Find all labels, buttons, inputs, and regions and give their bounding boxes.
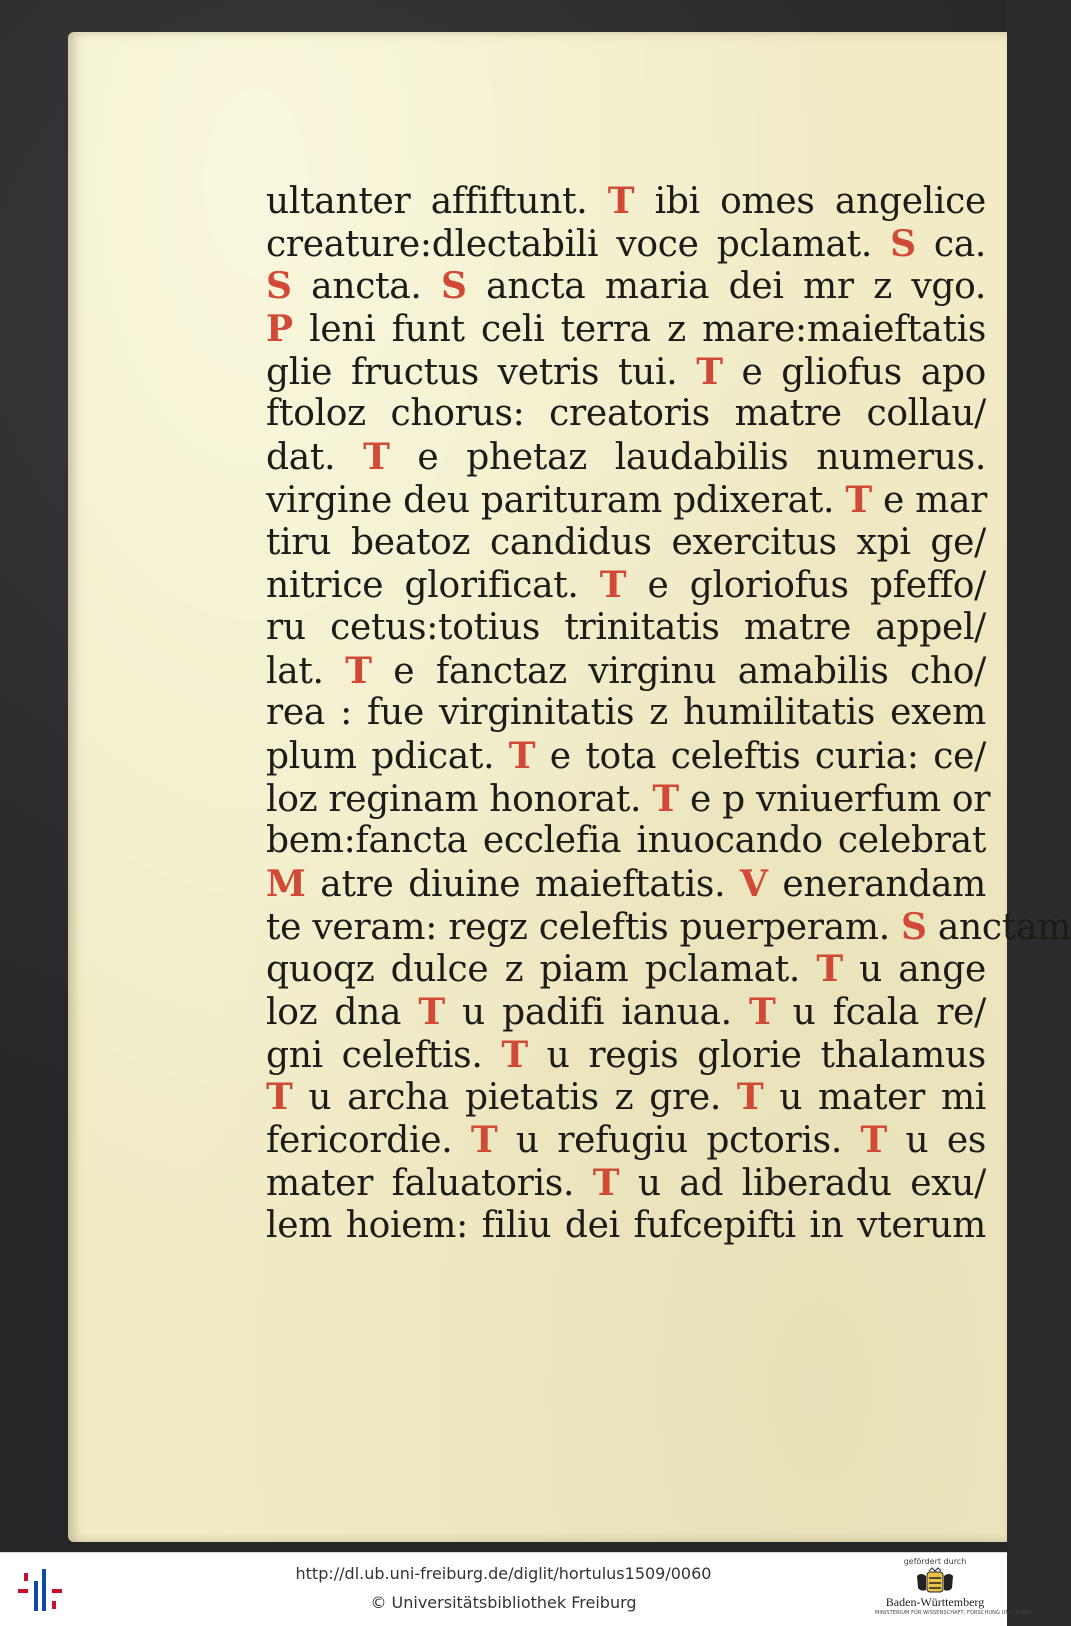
text-segment: u mater mi [763, 1077, 987, 1119]
text-segment: mater faluatoris. [266, 1162, 593, 1204]
text-segment: loz reginam honorat. [266, 778, 653, 820]
rubricated-initial: S [441, 265, 467, 308]
text-line [266, 1162, 986, 1205]
text-line [266, 991, 986, 1034]
text-segment: bem:fancta ecclefia inuocando celebrat [266, 820, 986, 862]
text-line [266, 692, 986, 735]
text-segment: glie fructus vetris tui. [266, 351, 697, 393]
text-segment: leni funt celi terra z mare:maieftatis [292, 309, 986, 351]
text-line [266, 1119, 986, 1162]
text-line [266, 1076, 986, 1119]
text-segment: e phetaz laudabilis numerus. [389, 437, 986, 479]
footer-copyright: © Universitätsbibliothek Freiburg [370, 1593, 637, 1612]
text-line [266, 479, 986, 522]
rubricated-initial: T [508, 734, 536, 777]
ministry-name: MINISTERIUM FÜR WISSENSCHAFT, FORSCHUNG UND KUNST [875, 1610, 1033, 1616]
text-segment: ultanter affiftunt. [266, 181, 608, 222]
rubricated-initial: S [266, 265, 292, 308]
rubricated-initial: T [845, 478, 872, 521]
rubricated-initial: S [901, 905, 927, 948]
text-segment: gni celeftis. [266, 1034, 502, 1076]
rubricated-initial: T [860, 1119, 887, 1162]
rubricated-initial: T [266, 1076, 293, 1119]
text-segment: creature:dlectabili voce pclamat. [266, 223, 891, 265]
text-segment: u refugiu pctoris. [497, 1120, 861, 1162]
text-line [266, 522, 986, 565]
manuscript-page [68, 32, 1071, 1542]
rubricated-initial: S [890, 222, 916, 265]
text-segment: u padifi ianua. [444, 992, 749, 1034]
text-segment: enerandam [767, 864, 986, 905]
funding-badge [875, 1555, 1033, 1625]
text-segment: u archa pietatis z gre. [292, 1077, 737, 1119]
funded-by-label: gefördert durch [903, 1557, 967, 1566]
text-line [266, 777, 991, 821]
text-line [266, 735, 986, 778]
baden-wuerttemberg-crest-icon [915, 1568, 955, 1594]
text-segment: ancta maria dei mr z vgo. [466, 266, 986, 308]
text-segment: e tota celeftis curia: ce/ [535, 735, 986, 777]
rubricated-initial: T [607, 180, 635, 222]
text-segment: te veram: regz celeftis puerperam. [266, 906, 902, 948]
rubricated-initial: T [696, 350, 723, 393]
text-line [266, 905, 1071, 949]
text-segment: u regis glorie thalamus [527, 1034, 986, 1076]
text-line [266, 650, 986, 693]
rubricated-initial: T [363, 436, 390, 479]
page-text-block [266, 180, 1071, 1247]
text-segment: fericordie. [266, 1120, 471, 1162]
rubricated-initial: P [266, 308, 293, 351]
rubricated-initial: V [740, 863, 768, 905]
text-segment: dat. [266, 437, 364, 479]
rubricated-initial: T [418, 991, 445, 1034]
text-segment: u ange [842, 949, 986, 991]
text-segment: virgine deu parituram pdixerat. [266, 479, 846, 521]
text-line [266, 564, 986, 607]
text-line [266, 180, 986, 223]
text-line [266, 948, 986, 991]
text-line [266, 863, 986, 906]
text-line [266, 820, 986, 863]
text-line [266, 436, 986, 479]
rubricated-initial: T [470, 1119, 498, 1162]
text-line [266, 607, 986, 650]
text-segment: e mar [871, 479, 988, 521]
text-segment: atre diuine maieftatis. [305, 864, 740, 905]
text-segment: quoqz dulce z piam pclamat. [266, 949, 817, 991]
text-segment: lat. [266, 650, 346, 692]
text-segment: u es [886, 1120, 986, 1162]
rubricated-initial: T [816, 948, 843, 991]
text-segment: ftoloz chorus: creatoris matre collau/ [266, 393, 986, 435]
rubricated-initial: T [599, 564, 627, 607]
rubricated-initial: T [501, 1033, 528, 1076]
text-segment: plum pdicat. [266, 735, 509, 777]
state-name: Baden-Württemberg [885, 1595, 985, 1609]
text-segment: e fanctaz virginu amabilis cho/ [371, 650, 986, 692]
text-segment: rea : fue virginitatis z humilitatis exem [266, 692, 986, 734]
text-line [266, 351, 986, 394]
text-segment: u fcala re/ [775, 992, 986, 1034]
text-segment: e gloriofus pfeffo/ [626, 565, 986, 607]
text-segment: e gliofus apo [722, 351, 986, 393]
text-segment: nitrice glorificat. [266, 565, 600, 607]
text-segment: u ad liberadu exu/ [619, 1162, 986, 1204]
text-segment: lem hoiem: filiu dei fufcepifti in vterum [266, 1204, 986, 1246]
text-line [266, 265, 986, 308]
text-segment: loz dna [266, 992, 419, 1034]
text-line [266, 223, 986, 266]
text-segment: anctam [926, 906, 1071, 948]
rubricated-initial: T [748, 991, 776, 1034]
text-segment: tiru beatoz candidus exercitus xpi ge/ [266, 521, 986, 563]
text-segment: ca. [915, 223, 987, 265]
rubricated-initial: T [592, 1161, 620, 1204]
rubricated-initial: T [345, 649, 372, 692]
text-segment: e p vniuerfum or [678, 778, 991, 820]
text-line [266, 1205, 986, 1248]
text-line [266, 1034, 986, 1077]
text-segment: ibi omes angelice [634, 181, 986, 222]
rubricated-initial: T [736, 1076, 764, 1119]
text-segment: ancta. [291, 266, 441, 308]
text-line [266, 308, 986, 351]
footer-url-link[interactable]: http://dl.ub.uni-freiburg.de/diglit/hortulus1509/0060 [295, 1564, 712, 1583]
rubricated-initial: M [266, 863, 306, 905]
rubricated-initial: T [652, 777, 679, 820]
text-segment: ru cetus:totius trinitatis matre appel/ [266, 606, 986, 648]
text-line [266, 393, 986, 436]
footer-bar [0, 1552, 1033, 1626]
